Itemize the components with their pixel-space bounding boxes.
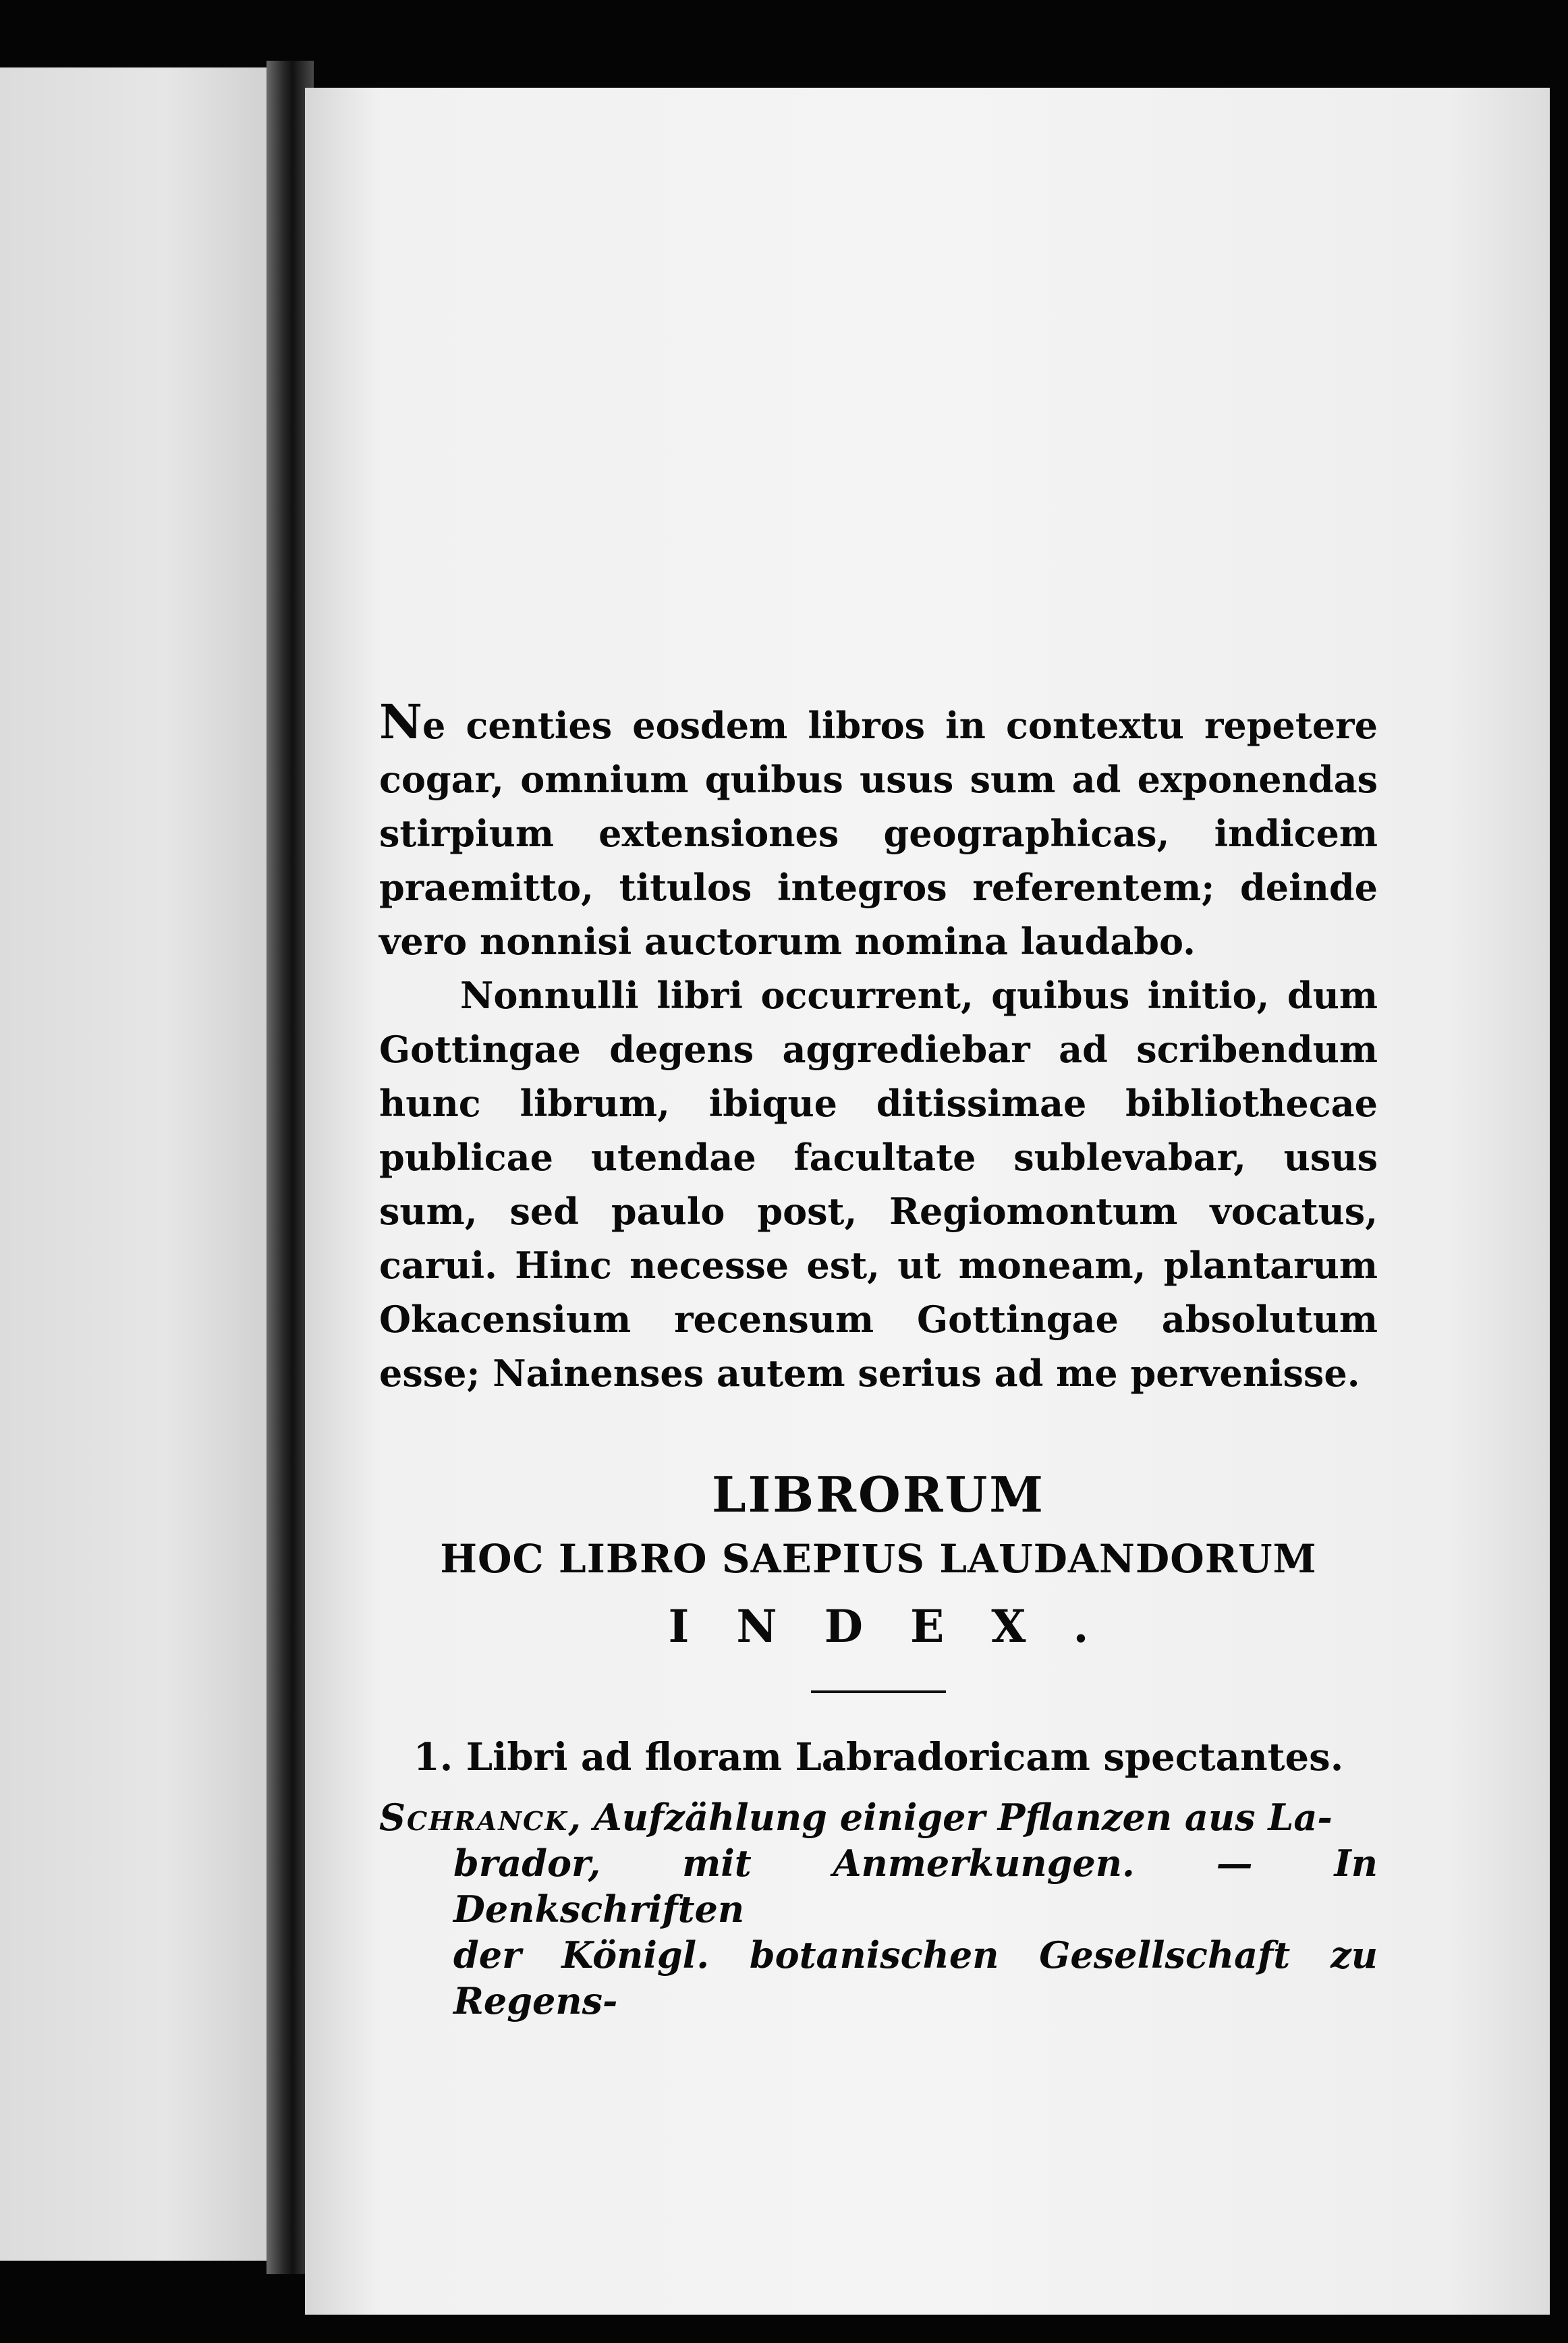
index-heading-line-1: LIBRORUM	[711, 1466, 1046, 1523]
index-heading-line-2: HOC LIBRO SAEPIUS LAUDANDORUM	[440, 1536, 1317, 1582]
reference-line-1: , Aufzählung einiger Pflanzen aus La-	[568, 1796, 1333, 1839]
page-text-block	[379, 695, 1378, 2024]
reference-line-3: der Königl. botanischen Gesellschaft zu Regens-	[453, 1933, 1378, 2022]
intro-paragraph	[379, 695, 1378, 968]
second-paragraph: Nonnulli libri occurrent, quibus initio, dum Gottingae degens aggrediebar ad scribendum hunc librum, ibique ditissimae bibliothecae publicae utendae facultate sublevabar, usus sum, sed paulo post, Regiomontum vocatus, carui. Hinc necesse est, ut moneam, plantarum Okacensium recensum Gottingae absolutum esse; Nainenses autem serius ad me pervenisse.	[379, 974, 1378, 1395]
index-heading-line-3: INDEX.	[668, 1600, 1136, 1653]
reference-line-2: brador, mit Anmerkungen. — In Denkschriften	[453, 1842, 1378, 1931]
book-page	[305, 88, 1550, 2315]
intro-paragraph-text: e centies eosdem libros in contextu repetere cogar, omnium quibus usus sum ad exponendas stirpium extensiones geographicas, indicem praemitto, titulos integros referentem; deinde vero nonnisi auctorum nomina laudabo.	[379, 704, 1378, 963]
reference-author: Schranck	[379, 1796, 569, 1839]
initial-letter: N	[379, 694, 422, 750]
reference-entry	[379, 1794, 1378, 2024]
section-title: 1. Libri ad floram Labradoricam spectantes.	[413, 1735, 1344, 1780]
previous-page-edge	[0, 67, 277, 2261]
divider-rule	[811, 1690, 946, 1693]
